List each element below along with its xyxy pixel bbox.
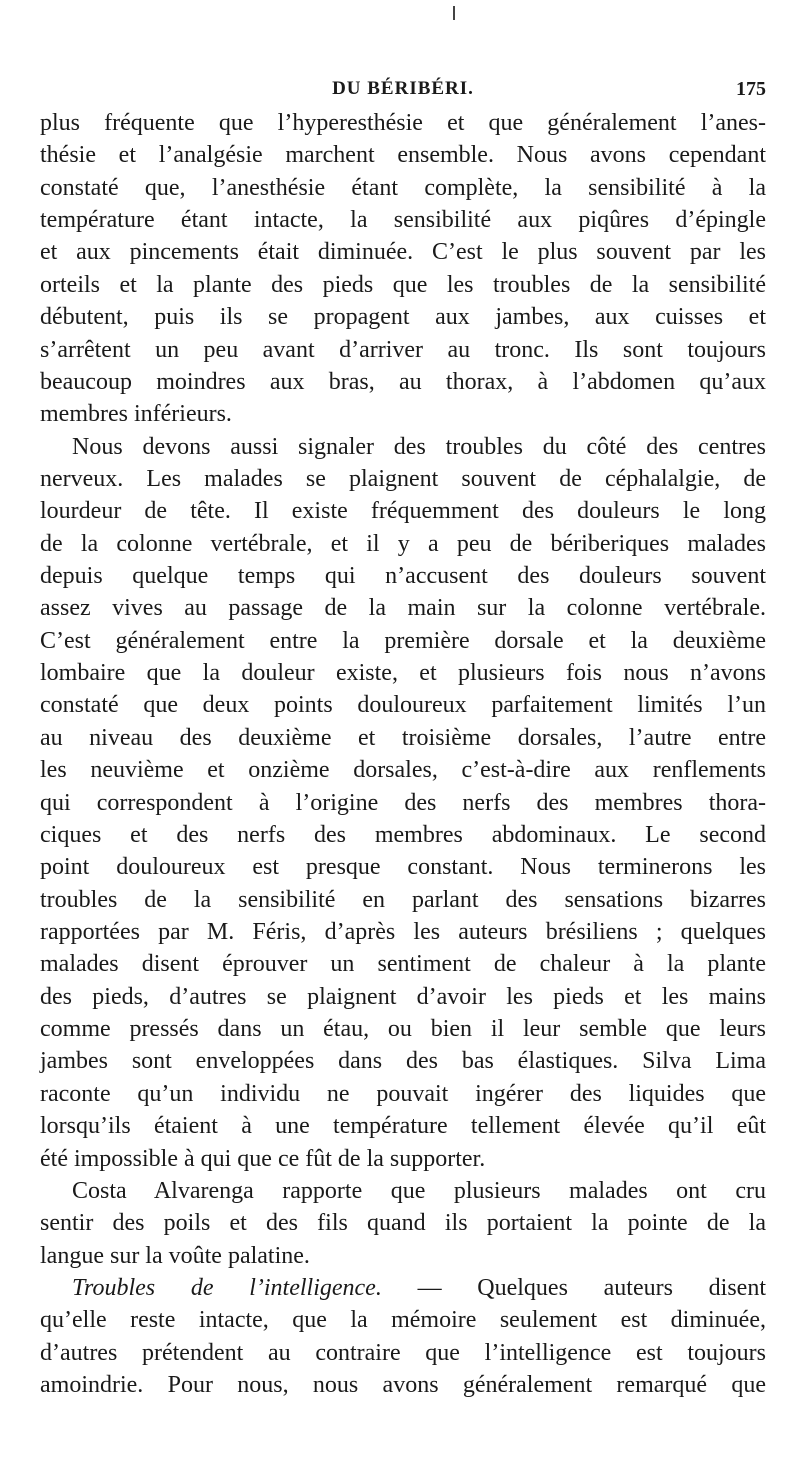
text-line: température étant intacte, la sensibilité aux piqûres d’épingle: [40, 207, 766, 234]
text-line: sentir des poils et des fils quand ils portaient la pointe de la: [40, 1210, 766, 1237]
text-line: été impossible à qui que ce fût de la supporter.: [40, 1145, 486, 1172]
text-line: jambes sont enveloppées dans des bas élastiques. Silva Lima: [40, 1048, 766, 1075]
text-line: constaté que, l’anesthésie étant complète, la sensibilité à la: [40, 174, 766, 201]
page-header: [40, 78, 766, 106]
text-line: malades disent éprouver un sentiment de chaleur à la plante: [40, 951, 766, 978]
text-line: d’autres prétendent au contraire que l’intelligence est toujours: [40, 1339, 766, 1366]
page-number: 175: [736, 78, 766, 100]
section-heading: Troubles de l’intelligence.: [72, 1274, 382, 1301]
text-line: C’est généralement entre la première dorsale et la deuxième: [40, 627, 766, 654]
text-line: langue sur la voûte palatine.: [40, 1242, 310, 1269]
text-line: qu’elle reste intacte, que la mémoire seulement est diminuée,: [40, 1307, 766, 1334]
text-line: plus fréquente que l’hyperesthésie et que généralement l’anes-: [40, 110, 766, 136]
paragraph-2: [40, 431, 766, 1175]
text-line: lourdeur de tête. Il existe fréquemment des douleurs le long: [40, 498, 766, 525]
text-line: au niveau des deuxième et troisième dorsales, l’autre entre: [40, 724, 766, 751]
text-line: point douloureux est presque constant. Nous terminerons les: [40, 854, 766, 881]
text-line: qui correspondent à l’origine des nerfs des membres thora-: [40, 789, 766, 816]
text-line: s’arrêtent un peu avant d’arriver au tronc. Ils sont toujours: [40, 336, 766, 363]
text-line-with-heading: [40, 1272, 766, 1304]
text-line: lombaire que la douleur existe, et plusieurs fois nous n’avons: [40, 660, 766, 687]
body-text: [40, 107, 766, 1401]
paragraph-4: [40, 1272, 766, 1401]
text-line: ciques et des nerfs des membres abdominaux. Le second: [40, 821, 766, 848]
running-head: DU BÉRIBÉRI.: [332, 78, 474, 99]
text-line: comme pressés dans un étau, ou bien il leur semble que leurs: [40, 1016, 766, 1043]
text-line: et aux pincements était diminuée. C’est le plus souvent par les: [40, 239, 766, 266]
text-line: raconte qu’un individu ne pouvait ingérer des liquides que: [40, 1080, 766, 1107]
text-line: rapportées par M. Féris, d’après les auteurs brésiliens ; quelques: [40, 918, 766, 945]
text-line: débutent, puis ils se propagent aux jambes, aux cuisses et: [40, 304, 766, 331]
text-line: assez vives au passage de la main sur la colonne vertébrale.: [40, 595, 766, 622]
text-line: membres inférieurs.: [40, 401, 232, 428]
text-line: constaté que deux points douloureux parfaitement limités l’un: [40, 692, 766, 719]
text-line: depuis quelque temps qui n’accusent des douleurs souvent: [40, 563, 766, 590]
text-line: lorsqu’ils étaient à une température tellement élevée qu’il eût: [40, 1113, 766, 1140]
text-line: Nous devons aussi signaler des troubles du côté des centres: [72, 433, 766, 460]
text-line: les neuvième et onzième dorsales, c’est-à-dire aux renflements: [40, 757, 766, 784]
text-line: amoindrie. Pour nous, nous avons généralement remarqué que: [40, 1372, 766, 1399]
text-line: des pieds, d’autres se plaignent d’avoir les pieds et les mains: [40, 983, 766, 1010]
text-run: — Quelques auteurs disent: [381, 1274, 766, 1301]
text-line: troubles de la sensibilité en parlant des sensations bizarres: [40, 886, 766, 913]
text-line: de la colonne vertébrale, et il y a peu de bériberiques malades: [40, 530, 766, 557]
paragraph-3: [40, 1175, 766, 1272]
paragraph-1: [40, 107, 766, 431]
text-line: thésie et l’analgésie marchent ensemble. Nous avons cependant: [40, 142, 766, 169]
text-line: orteils et la plante des pieds que les troubles de la sensibilité: [40, 271, 766, 298]
text-line: beaucoup moindres aux bras, au thorax, à l’abdomen qu’aux: [40, 368, 766, 395]
text-line: nerveux. Les malades se plaignent souvent de céphalalgie, de: [40, 465, 766, 492]
text-line: Costa Alvarenga rapporte que plusieurs malades ont cru: [72, 1177, 766, 1204]
page-mark: [453, 6, 455, 20]
